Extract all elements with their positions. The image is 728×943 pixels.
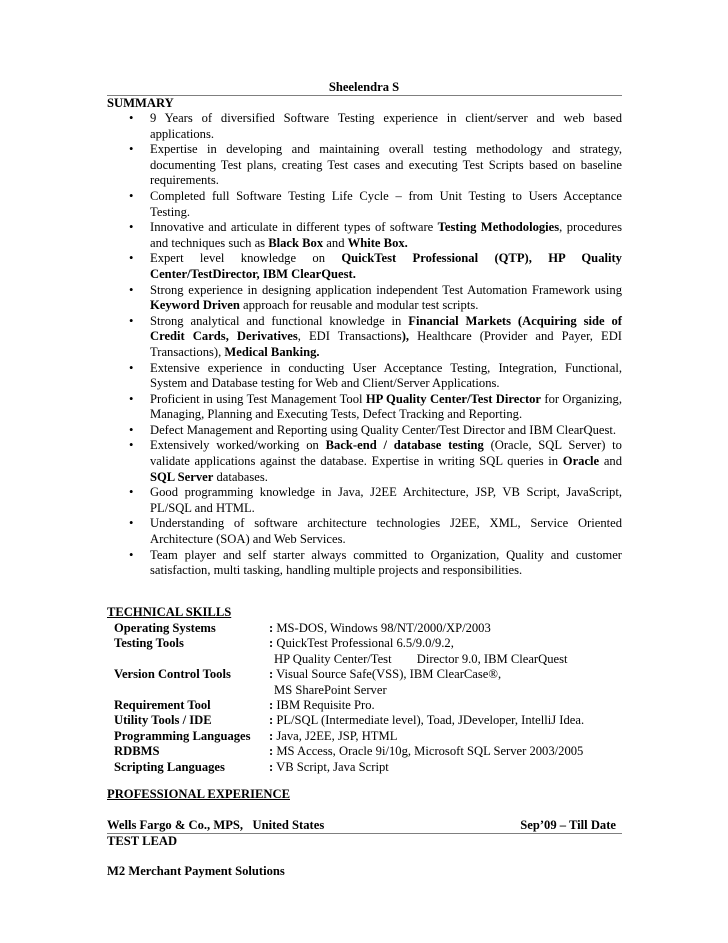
summary-item — [107, 142, 622, 189]
summary-text: HP Quality Center/Test Director — [365, 391, 542, 406]
summary-text: Keyword Driven — [150, 298, 240, 313]
skill-separator: : — [269, 621, 274, 635]
skill-separator: : — [269, 728, 274, 743]
skill-row — [114, 744, 624, 759]
skill-label: Programming Languages — [114, 728, 251, 743]
skill-value: MS-DOS, Windows 98/NT/2000/XP/2003 — [273, 621, 491, 635]
summary-text: White Box. — [347, 235, 408, 250]
summary-text: Financial Markets (Acquiring side of Credit Cards, Derivatives — [150, 313, 622, 344]
skill-label: RDBMS — [114, 744, 160, 759]
summary-item — [107, 438, 622, 485]
skill-value: QuickTest Professional 6.5/9.0/9.2, — [273, 636, 454, 651]
skill-separator: : — [269, 636, 274, 651]
summary-text: Strong experience in designing application independent Test Automation Framework using — [150, 282, 622, 297]
summary-text: QuickTest Professional (QTP), HP Quality Center/TestDirector, IBM ClearQuest. — [150, 251, 622, 281]
skill-row — [114, 760, 624, 775]
skill-row — [114, 698, 624, 713]
bullet-icon: • — [129, 422, 134, 437]
skill-row — [114, 621, 624, 636]
summary-text: Understanding of software architecture technologies J2EE, XML, Service Oriented Architecture (SOA) and Web Services. — [150, 516, 622, 547]
divider — [107, 95, 622, 96]
summary-text: and — [323, 235, 348, 250]
summary-text: Good programming knowledge in Java, J2EE Architecture, JSP, VB Script, JavaScript, PL/SQL and HTML. — [150, 485, 622, 515]
bullet-icon: • — [129, 547, 134, 562]
skill-value: VB Script, Java Script — [273, 759, 389, 774]
summary-text: , procedures and techniques such as — [150, 220, 622, 250]
summary-text: for Organizing, Managing, Planning and Executing Tests, Defect Tracking and Reporting. — [150, 391, 622, 422]
summary-heading: SUMMARY — [107, 96, 174, 110]
bullet-icon: • — [129, 220, 134, 235]
summary-text: Strong analytical and functional knowledge in — [150, 313, 409, 328]
summary-item — [107, 361, 622, 392]
employment-period: Sep’09 – Till Date — [520, 818, 616, 832]
summary-text: SQL Server — [150, 469, 214, 484]
summary-item — [107, 251, 622, 282]
bullet-icon: • — [129, 111, 134, 125]
summary-text: and — [599, 454, 623, 469]
summary-text: ), — [401, 329, 410, 344]
bullet-icon: • — [129, 282, 134, 297]
bullet-icon: • — [129, 485, 134, 500]
bullet-icon: • — [129, 391, 134, 406]
skill-value: PL/SQL (Intermediate level), Toad, JDeveloper, IntelliJ Idea. — [273, 713, 585, 728]
summary-item — [107, 548, 622, 579]
summary-text: (Oracle, SQL Server) to validate applications against the database. Expertise in writing SQL queries in — [150, 438, 622, 469]
skill-value-continued: MS SharePoint Server — [274, 682, 387, 697]
summary-item — [107, 516, 622, 547]
skill-value: MS Access, Oracle 9i/10g, Microsoft SQL Server 2003/2005 — [273, 744, 584, 759]
bullet-icon: • — [129, 360, 134, 375]
job-title: TEST LEAD — [107, 834, 178, 848]
summary-item — [107, 314, 622, 361]
skill-label: Utility Tools / IDE — [114, 713, 212, 728]
bullet-icon: • — [129, 188, 134, 203]
employer-name: Wells Fargo & Co., MPS, United States — [107, 818, 325, 832]
candidate-name: Sheelendra S — [328, 80, 400, 94]
summary-text: Expertise in developing and maintaining overall testing methodology and strategy, documenting Test plans, creating Test cases and executing Test Scripts based on baseline requirements. — [150, 142, 622, 188]
summary-text: Testing Methodologies — [437, 220, 560, 235]
summary-text: Back-end / database testing — [325, 438, 484, 453]
technical-skills-heading: TECHNICAL SKILLS — [107, 605, 232, 619]
summary-text: Extensively worked/working on — [150, 438, 326, 453]
summary-text: Oracle — [562, 454, 600, 469]
skill-value: Visual Source Safe(VSS), IBM ClearCase®, — [273, 667, 502, 682]
bullet-icon: • — [129, 142, 134, 157]
summary-item — [107, 423, 622, 439]
summary-item — [107, 189, 622, 220]
skill-label: Requirement Tool — [114, 698, 211, 713]
summary-text: , EDI Transactions — [297, 329, 402, 344]
summary-text: Medical Banking. — [224, 344, 320, 359]
summary-item — [107, 283, 622, 314]
skill-separator: : — [269, 698, 274, 713]
skill-separator: : — [269, 744, 274, 759]
employer-line — [107, 818, 622, 833]
professional-experience-heading: PROFESSIONAL EXPERIENCE — [107, 787, 290, 801]
skill-row — [114, 729, 624, 744]
bullet-icon: • — [129, 516, 134, 531]
summary-text: Healthcare (Provider and Payer, EDI Transactions), — [150, 329, 622, 359]
summary-text: approach for reusable and modular test scripts. — [239, 298, 479, 313]
summary-item — [107, 392, 622, 423]
summary-item — [107, 220, 622, 251]
skill-row — [114, 636, 624, 667]
bullet-icon: • — [129, 251, 134, 266]
summary-text: Proficient in using Test Management Tool — [150, 391, 366, 406]
skill-value: IBM Requisite Pro. — [273, 698, 375, 713]
summary-item — [107, 485, 622, 516]
project-name: M2 Merchant Payment Solutions — [107, 864, 285, 878]
skill-separator: : — [269, 759, 274, 774]
summary-text: Innovative and articulate in different types of software — [150, 220, 438, 235]
summary-text: Defect Management and Reporting using Quality Center/Test Director and IBM ClearQuest. — [150, 422, 617, 437]
skill-separator: : — [269, 713, 274, 728]
skill-row — [114, 713, 624, 728]
skill-label: Operating Systems — [114, 621, 216, 635]
skill-label: Testing Tools — [114, 636, 184, 651]
summary-text: Expert level knowledge on — [150, 251, 342, 266]
skill-value: Java, J2EE, JSP, HTML — [273, 728, 398, 743]
skill-label: Version Control Tools — [114, 667, 231, 682]
summary-text: Team player and self starter always committed to Organization, Quality and customer satisfaction, multi tasking, handling multiple projects and responsibilities. — [150, 547, 622, 578]
summary-text: Black Box — [268, 235, 324, 250]
bullet-icon: • — [129, 313, 134, 328]
summary-text: Extensive experience in conducting User Acceptance Testing, Integration, Functional, System and Database testing for Web and Client/Server Applications. — [150, 360, 622, 391]
skill-value-continued: HP Quality Center/Test Director 9.0, IBM ClearQuest — [274, 651, 568, 666]
summary-text: Completed full Software Testing Life Cycle – from Unit Testing to Users Acceptance Testing. — [150, 188, 622, 219]
summary-text: 9 Years of diversified Software Testing experience in client/server and web based applications. — [150, 111, 622, 141]
skill-separator: : — [269, 667, 274, 682]
summary-text: databases. — [213, 469, 268, 484]
summary-item — [107, 111, 622, 142]
skill-row — [114, 667, 624, 698]
bullet-icon: • — [129, 438, 134, 453]
summary-list — [107, 111, 622, 579]
technical-skills-table — [114, 621, 624, 775]
skill-label: Scripting Languages — [114, 759, 225, 774]
